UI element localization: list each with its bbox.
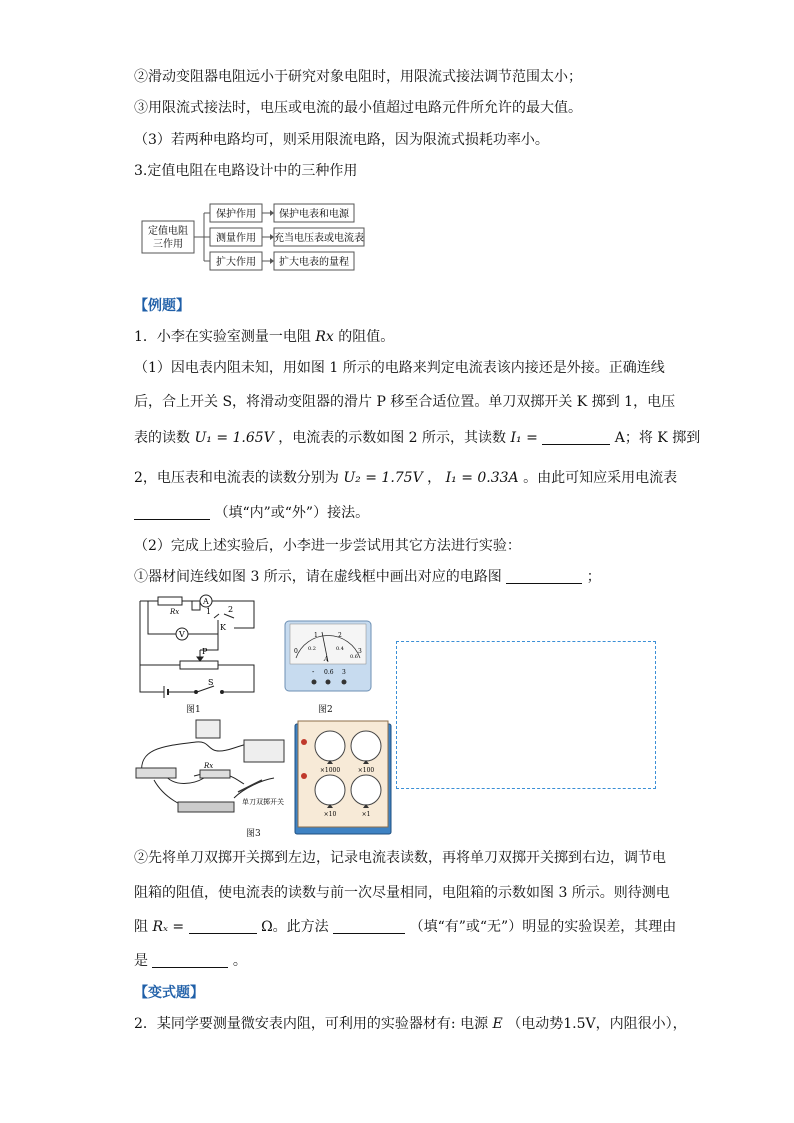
figure-2-ammeter (284, 620, 372, 692)
p1d-u2: U₂ = 1.75V (343, 470, 423, 486)
text-p1a: （1）因电表内阻未知，用如图 1 所示的电路来判定电流表该内接还是外接。正确连线 (134, 360, 665, 376)
fig1-slider-p: P (202, 647, 208, 656)
p1d-part-a: 2，电压表和电流表的读数分别为 (134, 470, 339, 486)
meter-terminal-minus: - (312, 668, 315, 676)
dial-x10: ×10 (323, 811, 337, 818)
text-p3b: 阻箱的阻值，使电流表的读数与前一次尽量相同，电阻箱的示数如图 3 所示。则待测电 (134, 885, 670, 901)
meter-tick-2: 2 (338, 632, 342, 639)
text-p1e (134, 504, 369, 522)
p2a-end: ； (586, 569, 601, 585)
diagram-root-line1: 定值电阻 (148, 226, 188, 237)
fig1-switch-s: S (208, 678, 214, 687)
figure-2-caption: 图2 (318, 705, 333, 715)
resistance-box (294, 720, 394, 836)
fig3-switch-label: 单刀双掷开关 (242, 798, 284, 806)
answer-blank-i1[interactable] (542, 430, 610, 445)
p1d-i2: I₁ = 0.33A (445, 470, 519, 486)
text-p2: （2）完成上述实验后，小李进一步尝试用其它方法进行实验： (134, 538, 521, 554)
meter-tick-0: 0 (294, 648, 298, 655)
p1c-i1: I₁ = (510, 430, 538, 446)
answer-blank-error[interactable] (333, 919, 405, 934)
figure-1-caption: 图1 (186, 705, 201, 715)
dial-x1: ×1 (361, 811, 371, 818)
answer-blank-circuit[interactable] (506, 569, 582, 584)
meter-tick-0-2: 0.2 (308, 646, 316, 652)
question-1-title (134, 328, 394, 346)
fig1-terminal-1: 1 (206, 607, 212, 616)
dial-x1000: ×1000 (319, 767, 341, 774)
text-line-1: ②滑动变阻器电阻远小于研究对象电阻时，用限流式接法调节范围太小； (134, 69, 582, 85)
text-p3d (134, 952, 247, 970)
q1-var: Rx (315, 329, 334, 345)
meter-unit: A (324, 656, 329, 663)
resistor-roles-diagram (140, 200, 370, 275)
fig1-voltmeter-label: V (179, 630, 185, 639)
question-2-text (134, 1015, 687, 1033)
p1e-text: （填“内”或“外”）接法。 (214, 505, 370, 521)
p1c-part-b: ，电流表的示数如图 2 所示，其读数 (278, 430, 507, 446)
p3c-part-b: Ω。此方法 (261, 919, 329, 935)
fig3-rx-label: Rx (204, 762, 214, 770)
circuit-drawing-box[interactable] (396, 641, 656, 789)
diagram-branch-expand: 扩大作用 (216, 257, 256, 268)
p3c-part-c: （填“有”或“无”）明显的实验误差，其理由 (409, 919, 677, 935)
q2-e: E (492, 1016, 503, 1032)
fig1-ammeter-label: A (203, 597, 209, 606)
meter-terminal-06: 0.6 (324, 669, 334, 676)
diagram-root-line2: 三作用 (153, 239, 183, 250)
p3d-part-a: 是 (134, 953, 148, 969)
p1c-part-c: A；将 K 掷到 (614, 430, 701, 446)
section-example-heading: 【例题】 (134, 298, 190, 314)
meter-terminal-3: 3 (342, 669, 346, 676)
text-p2a (134, 568, 601, 586)
diagram-branch-measure: 测量作用 (216, 233, 256, 244)
q2-text: 2．某同学要测量微安表内阻，可利用的实验器材有: 电源 (134, 1016, 489, 1032)
text-line-3: （3）若两种电路均可，则采用限流电路，因为限流式损耗功率小。 (134, 132, 549, 148)
diagram-detail-expand: 扩大电表的量程 (279, 257, 349, 268)
p3c-rx: Rₓ = (152, 919, 185, 935)
p1c-part-a: 表的读数 (134, 430, 190, 446)
p1d-part-b: ， (427, 470, 442, 486)
section-variant-heading: 【变式题】 (134, 985, 204, 1001)
meter-tick-3: 3 (358, 648, 362, 655)
p1c-u1: U₁ = 1.65V (194, 430, 274, 446)
answer-blank-connection[interactable] (134, 505, 210, 520)
text-p1c (134, 429, 700, 447)
text-p1b: 后，合上开关 S，将滑动变阻器的滑片 P 移至合适位置。单刀双掷开关 K 掷到 1，电压 (134, 394, 676, 410)
text-p1d (134, 469, 677, 487)
diagram-detail-measure: 充当电压表或电流表 (274, 233, 364, 244)
fig1-rx-label: Rx (170, 608, 180, 616)
diagram-branch-protect: 保护作用 (216, 209, 256, 220)
q2-end: （电动势1.5V，内阻很小）， (507, 1016, 687, 1032)
diagram-detail-protect: 保护电表和电源 (279, 209, 349, 220)
q1-text: 1．小李在实验室测量一电阻 (134, 329, 311, 345)
text-line-2: ③用限流式接法时，电压或电流的最小值超过电路元件所允许的最大值。 (134, 100, 582, 116)
text-p3c (134, 918, 676, 936)
fig1-switch-k: K (220, 623, 226, 632)
p1d-part-c: 。由此可知应采用电流表 (523, 470, 678, 486)
p2a-text: ①器材间连线如图 3 所示，请在虚线框中画出对应的电路图 (134, 569, 502, 585)
p3d-part-b: 。 (232, 953, 247, 969)
meter-tick-0-6: 0.6 (350, 654, 358, 660)
text-p3a: ②先将单刀双掷开关掷到左边，记录电流表读数，再将单刀双掷开关掷到右边，调节电 (134, 850, 666, 866)
q1-end: 的阻值。 (338, 329, 395, 345)
figure-3-caption: 图3 (246, 829, 261, 839)
fig1-terminal-2: 2 (228, 605, 234, 614)
section-3-heading: 3.定值电阻在电路设计中的三种作用 (134, 163, 358, 179)
figure-1-circuit (134, 592, 264, 714)
answer-blank-reason[interactable] (152, 953, 228, 968)
meter-tick-1: 1 (314, 632, 318, 639)
answer-blank-rx[interactable] (189, 919, 257, 934)
meter-tick-0-4: 0.4 (336, 646, 344, 652)
dial-x100: ×100 (357, 767, 375, 774)
figure-3-apparatus (134, 718, 294, 828)
p3c-part-a: 阻 (134, 919, 148, 935)
